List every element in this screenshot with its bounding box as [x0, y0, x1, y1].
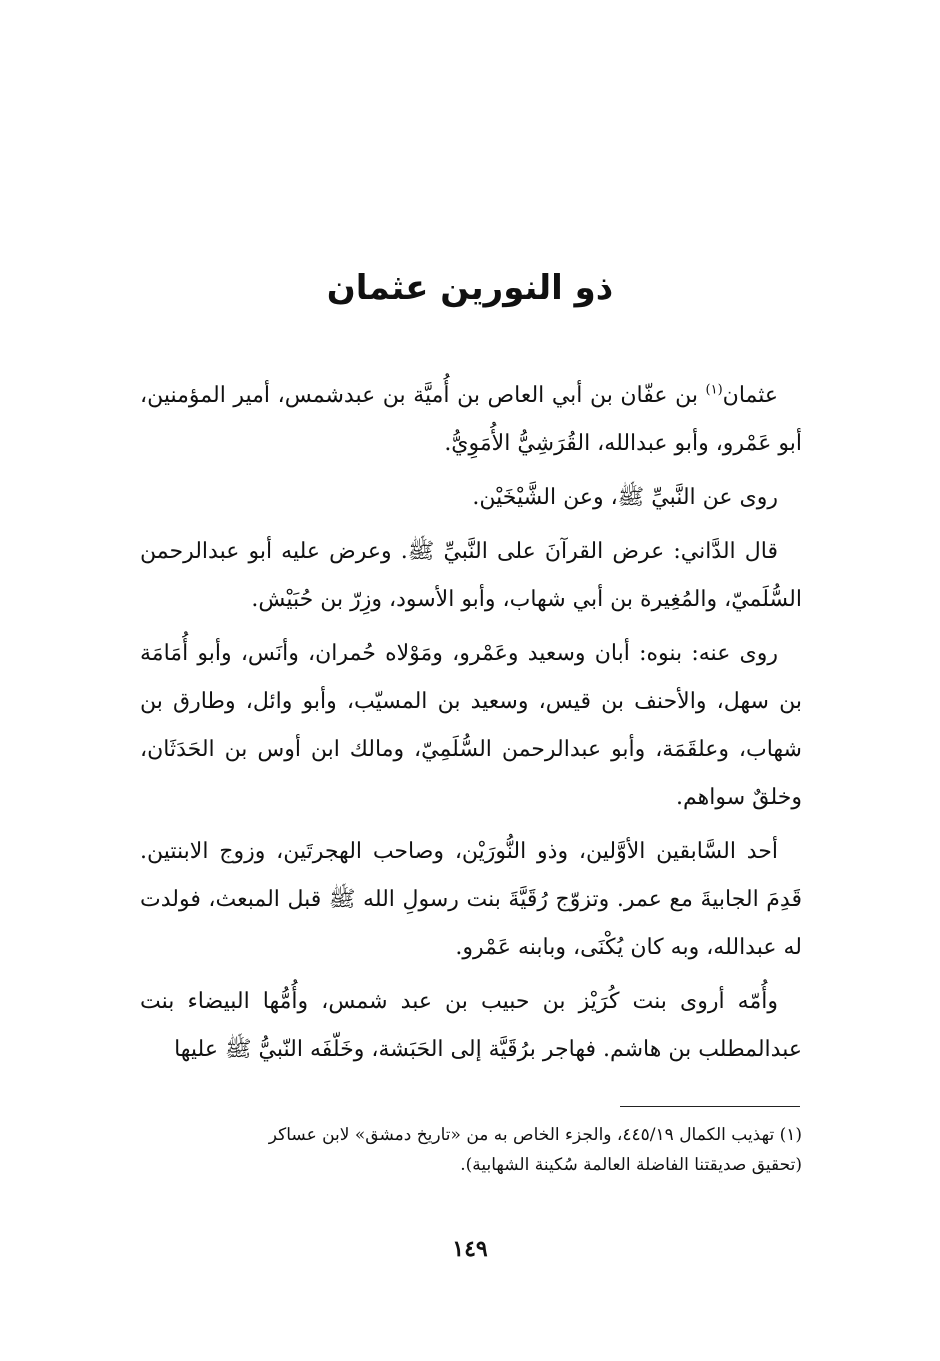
paragraph-1-start: عثمان	[722, 383, 778, 408]
paragraph-2: روى عن النَّبيِّ ﷺ، وعن الشَّيْخَيْن.	[472, 485, 778, 510]
footnote-reference[interactable]: (١)	[705, 382, 723, 398]
footnote	[140, 1120, 802, 1180]
footnote-line-1: (١) تهذيب الكمال ٤٤٥/١٩، والجزء الخاص به من «تاريخ دمشق» لابن عساكر	[268, 1125, 802, 1145]
footnote-divider	[620, 1106, 800, 1107]
paragraph-3: قال الدَّاني: عرض القرآنَ على النَّبيِّ ﷺ. وعرض عليه أبو عبدالرحمن السُّلَميّ، والمُغِيرة بن أبي شهاب، وأبو الأسود، وزِرّ بن حُبَيْش.	[140, 539, 802, 612]
paragraph-5: أحد السَّابقين الأوَّلين، وذو النُّورَيْن، وصاحب الهجرتَين، وزوج الابنتين. قَدِمَ الجابيةَ مع عمر. وتزوّج رُقَيَّةَ بنت رسولِ الله ﷺ قبل المبعث، فولدت له عبدالله، وبه كان يُكْنَى، وبابنه عَمْرو.	[140, 839, 802, 960]
paragraph-6: وأُمّه أروى بنت كُرَيْز بن حبيب بن عبد شمس، وأُمُّها البيضاء بنت عبدالمطلب بن هاشم. فهاجر برُقَيَّة إلى الحَبَشة، وخَلّفَه النّبيُّ ﷺ عليها	[140, 989, 802, 1062]
footnote-line-2: (تحقيق صديقتنا الفاضلة العالمة سُكينة الشهابية).	[460, 1155, 802, 1175]
paragraph-1-rest: بن عفّان بن أبي العاص بن أُميَّة بن عبدشمس، أمير المؤمنين، أبو عَمْرو، وأبو عبدالله، القُرَشِيُّ الأُمَوِيُّ.	[140, 383, 802, 456]
paragraph-4: روى عنه: بنوه: أبان وسعيد وعَمْرو، ومَوْلاه حُمران، وأنَس، وأبو أُمَامَة بن سهل، والأحنف بن قيس، وسعيد بن المسيّب، وأبو وائل، وطارق بن شهاب، وعلقَمَة، وأبو عبدالرحمن السُّلَمِيّ، ومالك ابن أوس بن الحَدَثَان، وخلقٌ سواهم.	[140, 641, 802, 810]
body-text	[140, 372, 802, 1080]
paragraph-1	[140, 372, 802, 468]
chapter-title: ذو النورين عثمان	[326, 268, 614, 308]
page-number: ١٤٩	[452, 1236, 488, 1262]
